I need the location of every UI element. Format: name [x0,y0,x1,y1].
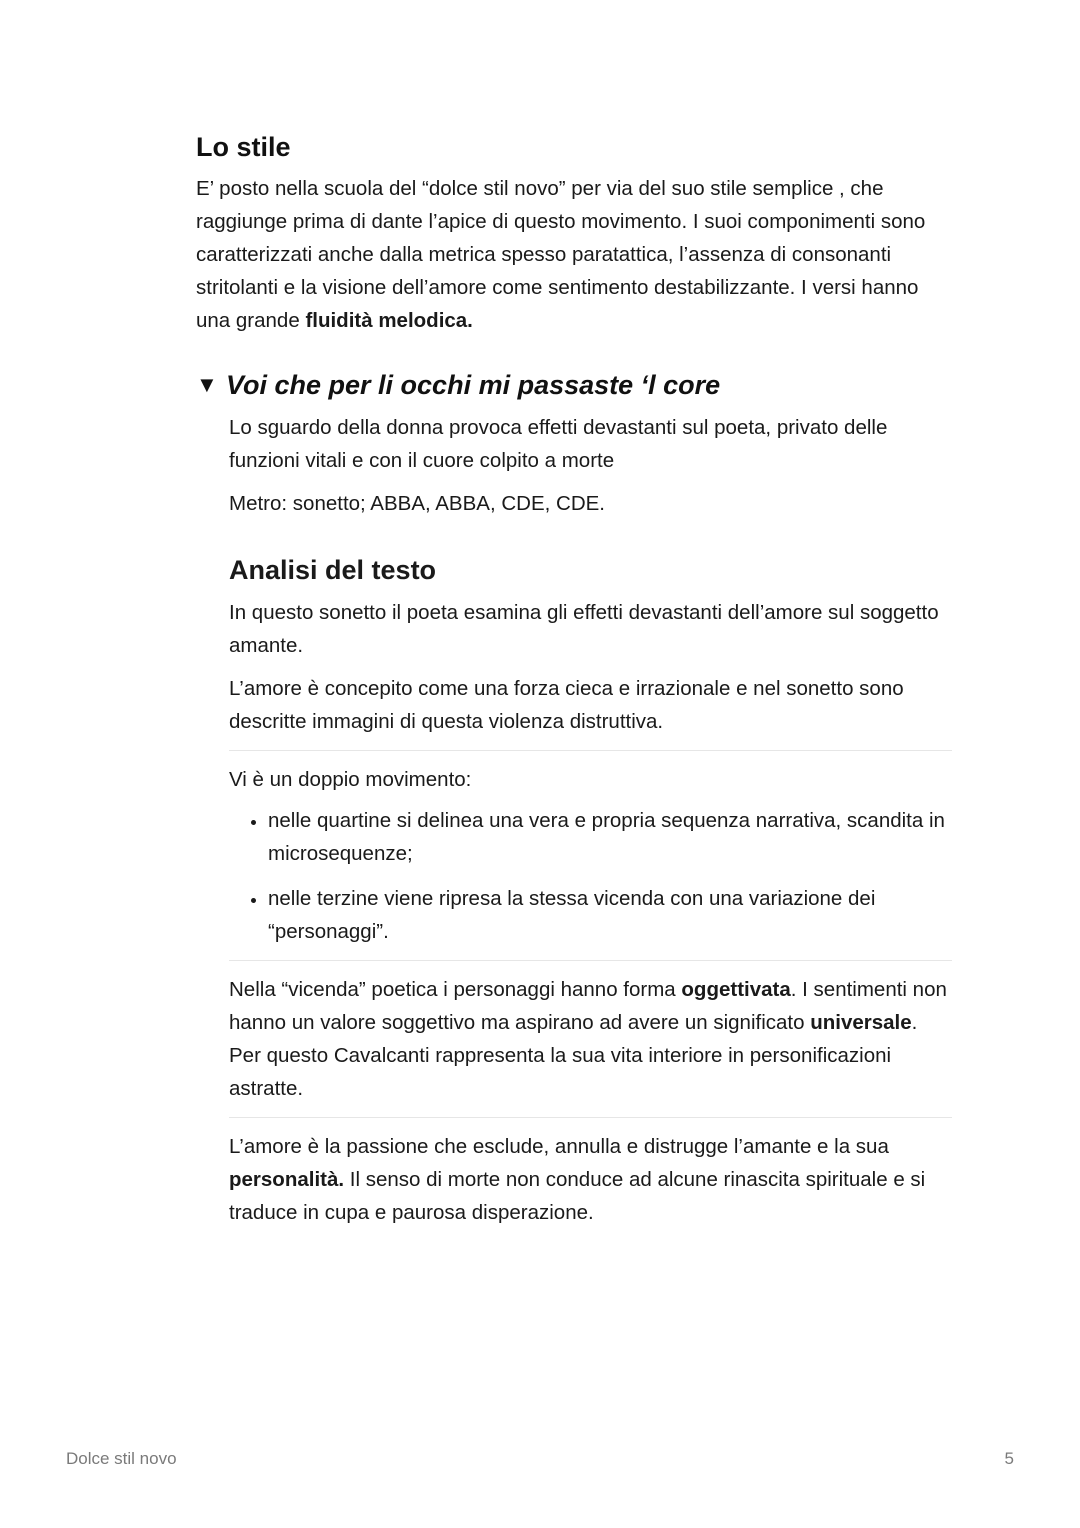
text-span: Nella “vicenda” poetica i personaggi hanno forma [229,978,682,1001]
style-bold-text: fluidità melodica. [305,309,473,332]
style-text: E’ posto nella scuola del “dolce stil novo” per via del suo stile semplice , che raggiunge prima di dante l’apice di questo movimento. I suoi componimenti sono caratterizzati anche dalla metrica spesso paratattica, l’assenza di consonanti stritolanti e la visione dell’amore come sentimento destabilizzante. I versi hanno una grande [196,177,926,332]
section-heading: Lo stile [196,132,291,162]
bold-span: oggettivata [681,978,791,1001]
intro-paragraph: Lo sguardo della donna provoca effetti devastanti sul poeta, privato delle funzioni vitali e con il cuore colpito a morte [229,416,888,472]
page-number: 5 [1004,1449,1014,1468]
analysis-paragraph-1: In questo sonetto il poeta esamina gli effetti devastanti dell’amore sul soggetto amante. [229,601,939,657]
text-span: L’amore è la passione che esclude, annulla e distrugge l’amante e la sua [229,1135,889,1158]
bold-span: personalità. [229,1168,345,1191]
page-content [196,128,952,1229]
metro-paragraph: Metro: sonetto; ABBA, ABBA, CDE, CDE. [229,492,605,515]
toggle-title-text: Voi che per li occhi mi passaste ‘l core [226,370,721,400]
divider [229,960,952,961]
toggle-header[interactable] [196,365,952,405]
divider [229,1117,952,1118]
list-item: • nelle terzine viene ripresa la stessa vicenda con una variazione dei “personaggi”. [268,882,952,948]
style-paragraph [196,172,952,337]
analysis-paragraph-2: L’amore è concepito come una forza cieca e irrazionale e nel sonetto sono descritte immagini di questa violenza distruttiva. [229,677,904,733]
text-span: . I sentimenti non hanno un valore soggettivo ma aspirano ad avere un significato [229,978,947,1034]
analysis-heading: Analisi del testo [229,555,437,585]
bold-span: universale [810,1011,912,1034]
list-item: • nelle quartine si delinea una vera e propria sequenza narrativa, scandita in microsequenze; [268,804,952,870]
passion-paragraph [229,1130,952,1229]
movement-intro: Vi è un doppio movimento: [229,768,472,791]
text-span: Il senso di morte non conduce ad alcune rinascita spirituale e si traduce in cupa e paurosa disperazione. [229,1168,926,1224]
footer-title: Dolce stil novo [66,1449,177,1468]
divider [229,750,952,751]
toggle-body [229,411,952,1229]
objectified-paragraph [229,973,952,1105]
text-span: . Per questo Cavalcanti rappresenta la sua vita interiore in personificazioni astratte. [229,1011,918,1100]
movement-list [229,804,952,948]
toggle-triangle-icon[interactable]: ▼ [196,372,218,397]
